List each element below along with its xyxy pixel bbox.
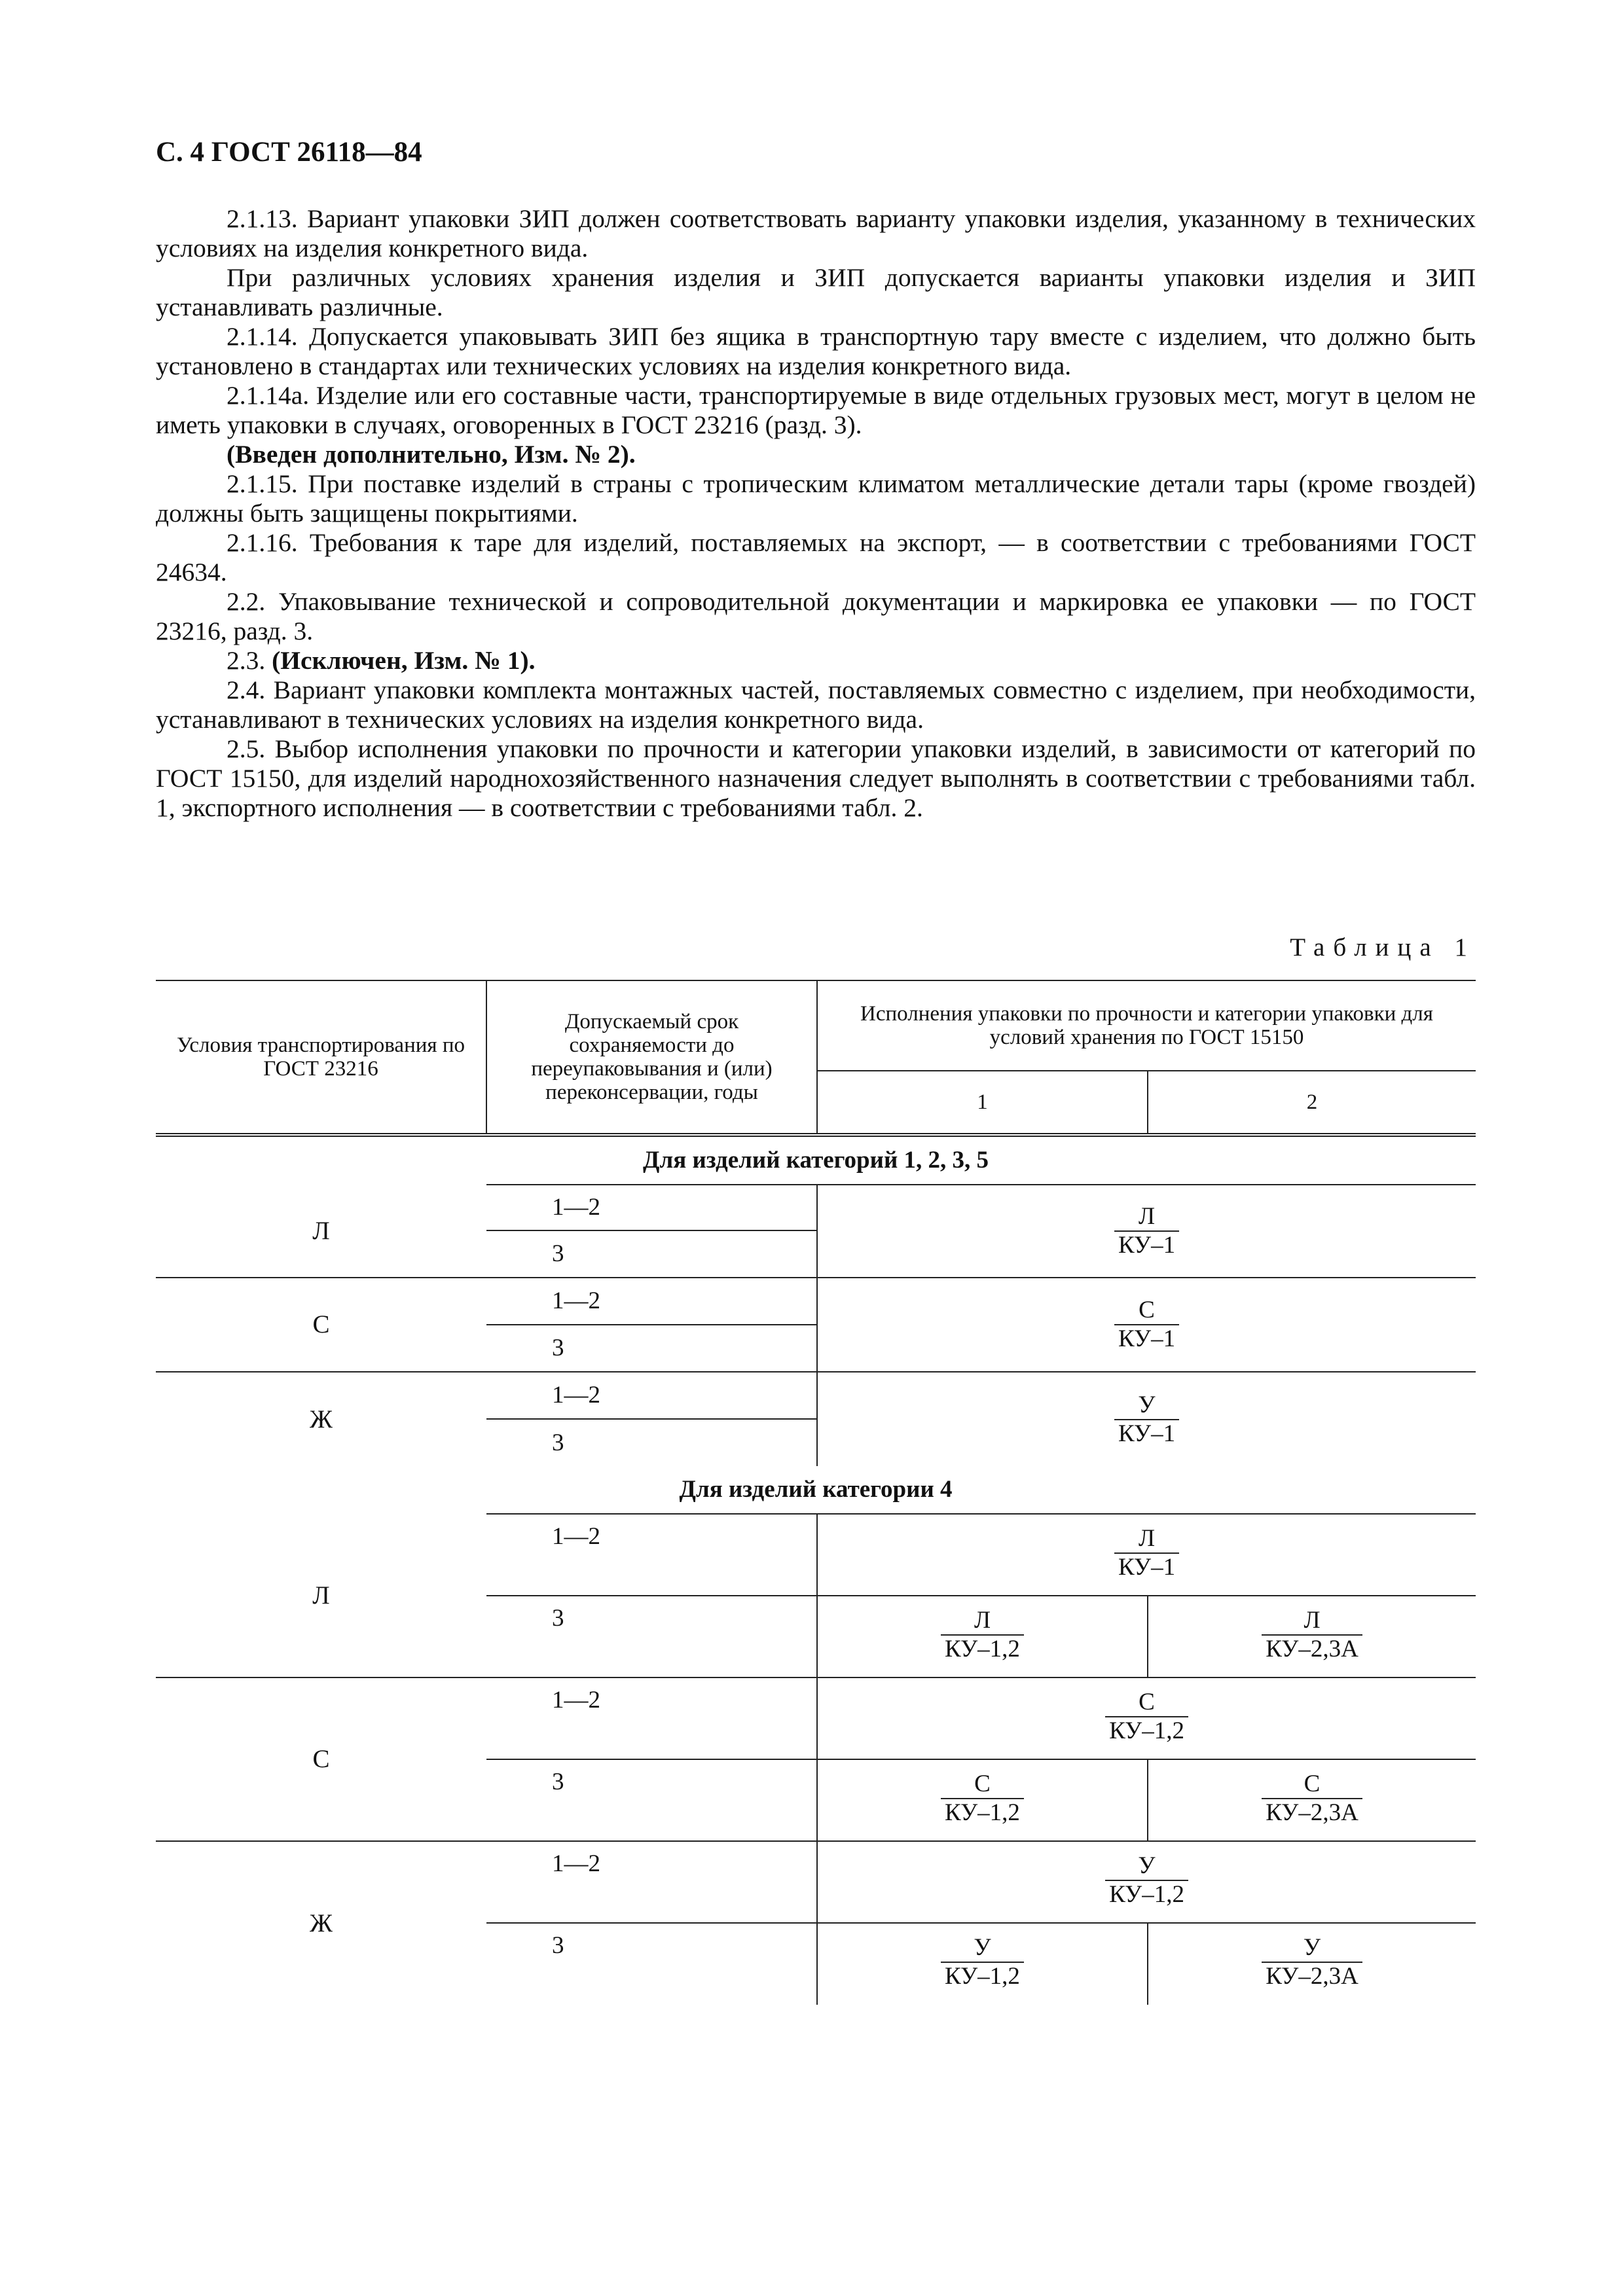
fraction-denominator: КУ–1 [1118, 1232, 1176, 1259]
packaging-fraction [1114, 1297, 1179, 1353]
fraction-numerator: У [1262, 1934, 1362, 1963]
packaging-fraction [1114, 1203, 1179, 1259]
fraction-denominator: КУ–1,2 [1109, 1881, 1184, 1908]
paragraph: 2.1.15. При поставке изделий в страны с тропическим климатом металлические детали тары (кроме гвоздей) должны быть защищены покрытиями. [156, 469, 1476, 528]
condition-cell: Ж [156, 1841, 486, 2005]
packaging-fraction [941, 1607, 1024, 1663]
section-1-title: Для изделий категорий 1, 2, 3, 5 [642, 1147, 989, 1174]
fraction-numerator: С [1105, 1689, 1188, 1717]
fraction-denominator: КУ–1,2 [945, 1799, 1020, 1826]
fraction-denominator: КУ–1 [1118, 1325, 1176, 1352]
packaging-cell-storage-1 [817, 1596, 1148, 1677]
period-cell: 3 [486, 1596, 817, 1677]
period-cell: 3 [486, 1923, 817, 2005]
fraction-denominator: КУ–1,2 [1109, 1717, 1184, 1744]
period-cell: 1—2 [486, 1278, 817, 1325]
header-storage-1: 1 [817, 1071, 1148, 1135]
period-cell: 1—2 [486, 1514, 817, 1596]
packaging-fraction [1105, 1852, 1188, 1909]
fraction-numerator: Л [1114, 1525, 1179, 1554]
paragraph: При различных условиях хранения изделия и ЗИП допускается варианты упаковки изделия и ЗИП устанавливать различные. [156, 263, 1476, 321]
fraction-numerator: У [941, 1934, 1024, 1963]
period-cell: 3 [486, 1325, 817, 1372]
table-row [156, 1514, 1476, 1596]
condition-cell: Ж [156, 1372, 486, 1466]
period-cell: 1—2 [486, 1677, 817, 1759]
table-row [156, 1841, 1476, 1923]
period-cell: 3 [486, 1759, 817, 1841]
paragraph: 2.2. Упаковывание технической и сопроводительной документации и маркировка ее упаковки — по ГОСТ 23216, разд. 3. [156, 587, 1476, 645]
fraction-denominator: КУ–1 [1118, 1420, 1176, 1447]
packaging-fraction [1262, 1607, 1362, 1663]
period-cell: 3 [486, 1419, 817, 1466]
table-row [156, 1185, 1476, 1230]
condition-cell: Л [312, 1581, 330, 1609]
fraction-numerator: У [1114, 1391, 1179, 1420]
header-storage-2: 2 [1148, 1071, 1476, 1135]
paragraph: 2.1.13. Вариант упаковки ЗИП должен соответствовать варианту упаковки изделия, указанному в технических условиях на изделия конкретного вида. [156, 204, 1476, 262]
packaging-cell-storage-2 [1148, 1596, 1476, 1677]
header-storage-period: Допускаемый срок сохраняемости до переупаковывания и (или) переконсервации, годы [486, 980, 817, 1135]
packaging-cell-storage-2 [1148, 1923, 1476, 2005]
fraction-denominator: КУ–1,2 [945, 1963, 1020, 1990]
paragraph: 2.1.14а. Изделие или его составные части, транспортируемые в виде отдельных грузовых мест, могут в целом не иметь упаковки в случаях, оговоренных в ГОСТ 23216 (разд. 3). [156, 381, 1476, 439]
amendment-note: (Введен дополнительно, Изм. № 2). [227, 440, 636, 469]
section-header [156, 1137, 1476, 1185]
packaging-cell [817, 1677, 1476, 1759]
fraction-numerator: С [1262, 1770, 1362, 1799]
packaging-fraction [1105, 1689, 1188, 1745]
fraction-numerator: У [1105, 1852, 1188, 1881]
packaging-cell-storage-2 [1148, 1759, 1476, 1841]
table-row [156, 1278, 1476, 1325]
header-transport-conditions: Условия транспортирования по ГОСТ 23216 [156, 980, 486, 1135]
paragraph: 2.1.16. Требования к таре для изделий, поставляемых на экспорт, — в соответствии с требованиями ГОСТ 24634. [156, 528, 1476, 586]
condition-cell: С [156, 1278, 486, 1372]
packaging-fraction [1262, 1934, 1362, 1990]
packaging-cell [817, 1278, 1476, 1372]
table-row [156, 1677, 1476, 1759]
packaging-cell [817, 1372, 1476, 1466]
section-header [156, 1466, 1476, 1514]
packaging-cell-storage-1 [817, 1759, 1148, 1841]
table-1 [156, 980, 1476, 2005]
packaging-fraction [941, 1770, 1024, 1827]
packaging-cell [817, 1514, 1476, 1596]
packaging-fraction [1262, 1770, 1362, 1827]
fraction-numerator: Л [1114, 1203, 1179, 1232]
packaging-fraction [941, 1934, 1024, 1990]
fraction-numerator: Л [1262, 1607, 1362, 1636]
fraction-denominator: КУ–2,3А [1266, 1799, 1359, 1826]
packaging-fraction [1114, 1391, 1179, 1448]
condition-cell: Л [312, 1216, 330, 1245]
period-cell: 1—2 [486, 1372, 817, 1419]
condition-cell: С [156, 1677, 486, 1841]
paragraph: 2.4. Вариант упаковки комплекта монтажных частей, поставляемых совместно с изделием, при необходимости, устанавливают в технических условиях на изделия конкретного вида. [156, 675, 1476, 734]
paragraph-2-3 [156, 646, 1476, 675]
excluded-note: (Исключен, Изм. № 1). [272, 646, 536, 675]
paragraph: 2.1.14. Допускается упаковывать ЗИП без ящика в транспортную тару вместе с изделием, что должно быть установлено в стандартах или технических условиях на изделия конкретного вида. [156, 322, 1476, 380]
fraction-numerator: С [1114, 1297, 1179, 1325]
packaging-cell [817, 1841, 1476, 1923]
period-cell: 1—2 [486, 1185, 817, 1230]
fraction-denominator: КУ–1,2 [945, 1636, 1020, 1662]
fraction-numerator: Л [941, 1607, 1024, 1636]
paragraph: 2.5. Выбор исполнения упаковки по прочности и категории упаковки изделий, в зависимости от категорий по ГОСТ 15150, для изделий народнохозяйственного назначения следует выполнять в соответствии с требованиями табл. 1, экспортного исполнения — в соответствии с требованиями табл. 2. [156, 734, 1476, 822]
section-2-title: Для изделий категории 4 [679, 1476, 953, 1503]
fraction-denominator: КУ–1 [1118, 1554, 1176, 1581]
table-caption: Таблица 1 [1290, 933, 1476, 961]
fraction-denominator: КУ–2,3А [1266, 1963, 1359, 1990]
packaging-cell [817, 1185, 1476, 1278]
packaging-fraction [1114, 1525, 1179, 1581]
paragraph-number: 2.3. [227, 646, 266, 675]
table-row [156, 1372, 1476, 1419]
fraction-numerator: С [941, 1770, 1024, 1799]
packaging-cell-storage-1 [817, 1923, 1148, 2005]
page-header: С. 4 ГОСТ 26118—84 [156, 137, 422, 168]
fraction-denominator: КУ–2,3А [1266, 1636, 1359, 1662]
period-cell: 3 [486, 1230, 817, 1278]
header-packaging-variants: Исполнения упаковки по прочности и категории упаковки для условий хранения по ГОСТ 15150 [817, 980, 1476, 1071]
period-cell: 1—2 [486, 1841, 817, 1923]
table-header-row [156, 980, 1476, 1071]
body-text [156, 204, 1476, 823]
